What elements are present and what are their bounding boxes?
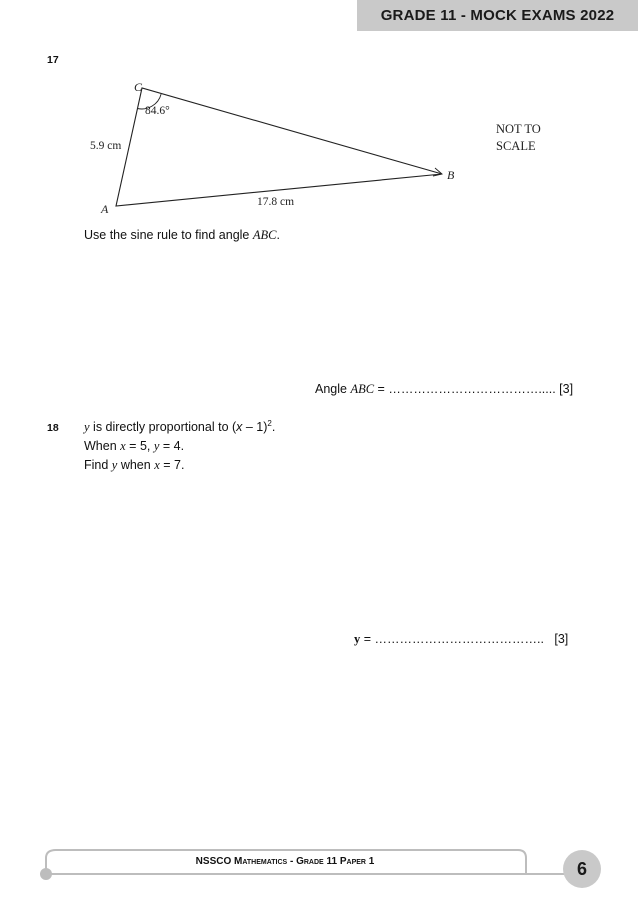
question-18-line1: y is directly proportional to (x – 1)$^2$.: [84, 419, 276, 435]
question-17-instruction: Use the sine rule to find angle ABC.: [84, 228, 280, 242]
question-18-line2: When x = 5, y = 4.: [84, 439, 185, 453]
page-number: 6: [563, 850, 601, 888]
not-to-scale-line1: NOT TO: [496, 122, 541, 136]
question-17-number: 17: [47, 54, 59, 66]
footer-dot: [40, 868, 52, 880]
question-18-number: 18: [47, 422, 59, 434]
question-18-line3: Find y when x = 7.: [84, 458, 185, 472]
marks-17: [3]: [559, 382, 574, 396]
side-ab-label: 17.8 cm: [257, 196, 295, 208]
not-to-scale-line2: SCALE: [496, 139, 536, 153]
answer-17-blank[interactable]: ……………………………….....: [388, 382, 556, 396]
footer-title: NSSCO Mathematics - Grade 11 Paper 1: [195, 856, 375, 867]
header-bar: [357, 0, 638, 31]
header-title: GRADE 11 - MOCK EXAMS 2022: [380, 7, 615, 24]
vertex-b-label: B: [447, 168, 455, 182]
angle-c-label: 84.6°: [145, 105, 170, 117]
vertex-c-label: C: [134, 80, 143, 94]
triangle-figure: [80, 76, 560, 226]
vertex-a-label: A: [101, 202, 109, 216]
marks-18: [3]: [554, 632, 569, 646]
question-18-answer-line: y = ………………………………….. [3]: [354, 632, 569, 646]
side-ac-label: 5.9 cm: [90, 140, 122, 152]
answer-18-blank[interactable]: …………………………………..: [374, 632, 544, 646]
question-17-answer-line: Angle ABC = ………………………………..... [3]: [315, 382, 574, 396]
